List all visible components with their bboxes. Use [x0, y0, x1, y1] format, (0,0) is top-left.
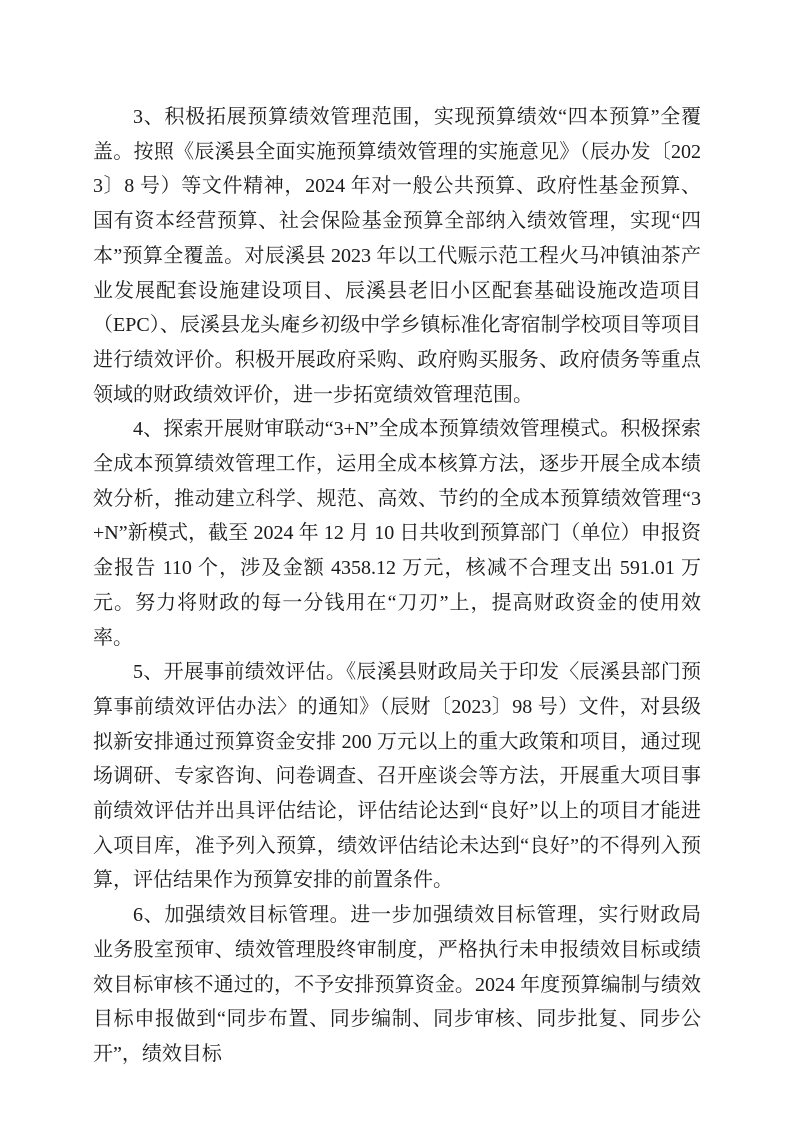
paragraph-item-5: 5、开展事前绩效评估。《辰溪县财政局关于印发〈辰溪县部门预算事前绩效评估办法〉的通知》（辰财〔2023〕98 号）文件，对县级拟新安排通过预算资金安排 200 万元以上的重大政策和项目，通过现场调研、专家咨询、问卷调查、召开座谈会等方法，开展重大项目事前绩效评估并出具评估结论，评估结论达到“良好”以上的项目才能进入项目库，准予列入预算，绩效评估结论未达到“良好”的不得列入预算，评估结果作为预算安排的前置条件。 — [93, 661, 701, 892]
paragraph-item-4: 4、探索开展财审联动“3+N”全成本预算绩效管理模式。积极探索全成本预算绩效管理工作，运用全成本核算方法，逐步开展全成本绩效分析，推动建立科学、规范、高效、节约的全成本预算绩效管理“3+N”新模式，截至 2024 年 12 月 10 日共收到预算部门（单位）申报资金报告 110 个，涉及金额 4358.12 万元，核减不合理支出 591.01 万元。努力将财政的每一分钱用在“刀刃”上，提高财政资金的使用效率。 — [93, 418, 701, 649]
paragraph-item-3: 3、积极拓展预算绩效管理范围，实现预算绩效“四本预算”全覆盖。按照《辰溪县全面实施预算绩效管理的实施意见》（辰办发〔2023〕8 号）等文件精神，2024 年对一般公共预算、政府性基金预算、国有资本经营预算、社会保险基金预算全部纳入绩效管理，实现“四本”预算全覆盖。对辰溪县 2023 年以工代赈示范工程火马冲镇油茶产业发展配套设施建设项目、辰溪县老旧小区配套基础设施改造项目（EPC）、辰溪县龙头庵乡初级中学乡镇标准化寄宿制学校项目等项目进行绩效评价。积极开展政府采购、政府购买服务、政府债务等重点领域的财政绩效评价，进一步拓宽绩效管理范围。 — [93, 106, 701, 406]
paragraph-item-6: 6、加强绩效目标管理。进一步加强绩效目标管理，实行财政局业务股室预审、绩效管理股终审制度，严格执行未申报绩效目标或绩效目标审核不通过的，不予安排预算资金。2024 年度预算编制与绩效目标申报做到“同步布置、同步编制、同步审核、同步批复、同步公开”，绩效目标 — [93, 904, 701, 1065]
document-body — [93, 100, 701, 1072]
